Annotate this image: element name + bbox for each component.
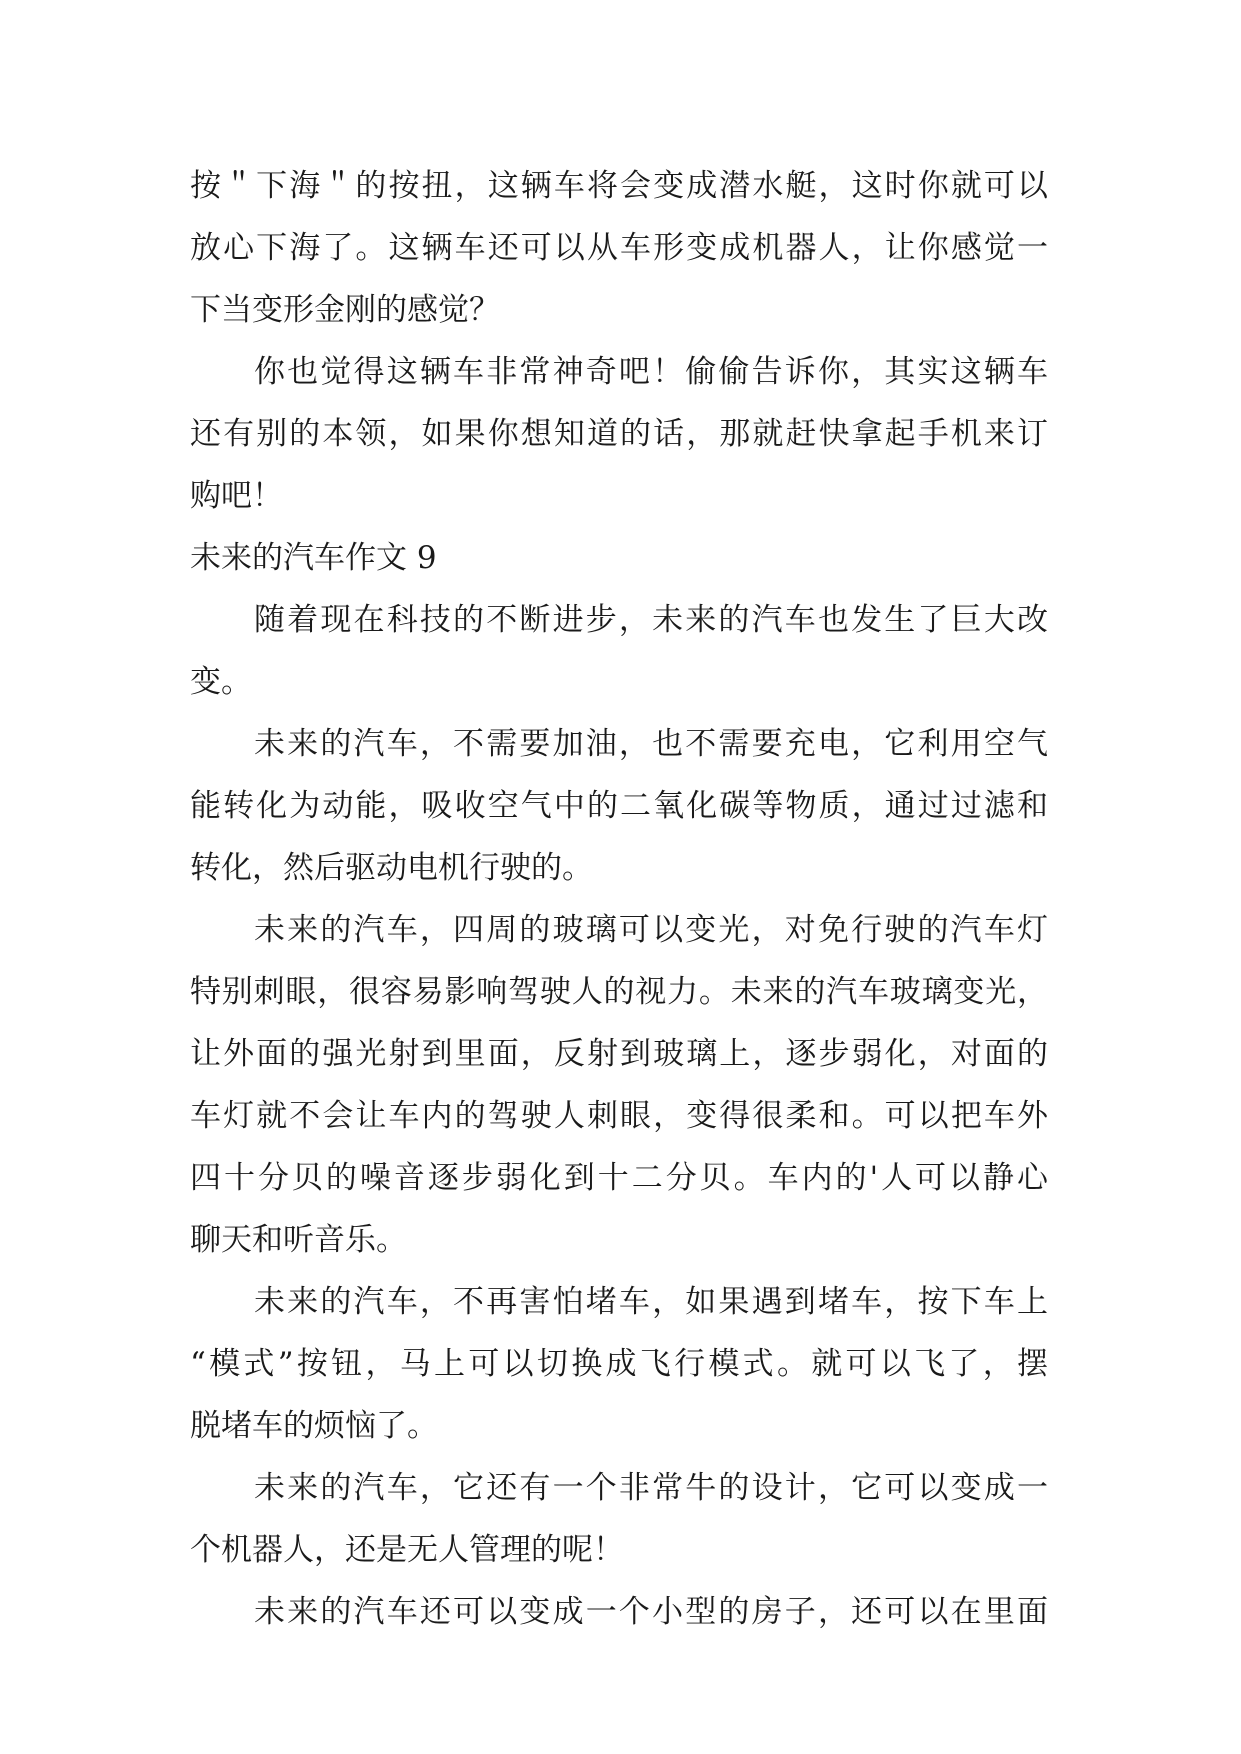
text-line: 特别刺眼，很容易影响驾驶人的视力。未来的汽车玻璃变光， <box>190 974 1048 1010</box>
text-line: 未来的汽车还可以变成一个小型的房子，还可以在里面 <box>254 1594 1048 1630</box>
text-line: 未来的汽车，不再害怕堵车，如果遇到堵车，按下车上 <box>254 1284 1048 1320</box>
text-line: 转化，然后驱动电机行驶的。 <box>190 850 593 886</box>
text-line: 还有别的本领，如果你想知道的话，那就赶快拿起手机来订 <box>190 416 1048 452</box>
text-line: 随着现在科技的不断进步，未来的汽车也发生了巨大改 <box>254 602 1048 638</box>
text-line: 未来的汽车，四周的玻璃可以变光，对免行驶的汽车灯 <box>254 912 1048 948</box>
text-line: 按＂下海＂的按扭，这辆车将会变成潜水艇，这时你就可以 <box>190 168 1048 204</box>
text-line: 变。 <box>190 664 252 700</box>
text-line: 车灯就不会让车内的驾驶人刺眼，变得很柔和。可以把车外 <box>190 1098 1048 1134</box>
text-line: 脱堵车的烦恼了。 <box>190 1408 438 1444</box>
text-line: “模式”按钮，马上可以切换成飞行模式。就可以飞了，摆 <box>190 1346 1048 1382</box>
document-body <box>190 155 1048 1643</box>
text-line: 个机器人，还是无人管理的呢！ <box>190 1532 624 1568</box>
text-line: 聊天和听音乐。 <box>190 1222 407 1258</box>
text-line: 让外面的强光射到里面，反射到玻璃上，逐步弱化，对面的 <box>190 1036 1048 1072</box>
text-line: 购吧！ <box>190 478 283 514</box>
text-line: 未来的汽车，不需要加油，也不需要充电，它利用空气 <box>254 726 1048 762</box>
text-line: 能转化为动能，吸收空气中的二氧化碳等物质，通过过滤和 <box>190 788 1048 824</box>
text-line: 未来的汽车，它还有一个非常牛的设计，它可以变成一 <box>254 1470 1048 1506</box>
text-line: 未来的汽车作文 9 <box>190 540 437 576</box>
text-line: 你也觉得这辆车非常神奇吧！偷偷告诉你，其实这辆车 <box>254 354 1048 390</box>
text-line: 四十分贝的噪音逐步弱化到十二分贝。车内的'人可以静心 <box>190 1160 1048 1196</box>
text-line: 下当变形金刚的感觉？ <box>190 292 500 328</box>
text-line: 放心下海了。这辆车还可以从车形变成机器人，让你感觉一 <box>190 230 1048 266</box>
